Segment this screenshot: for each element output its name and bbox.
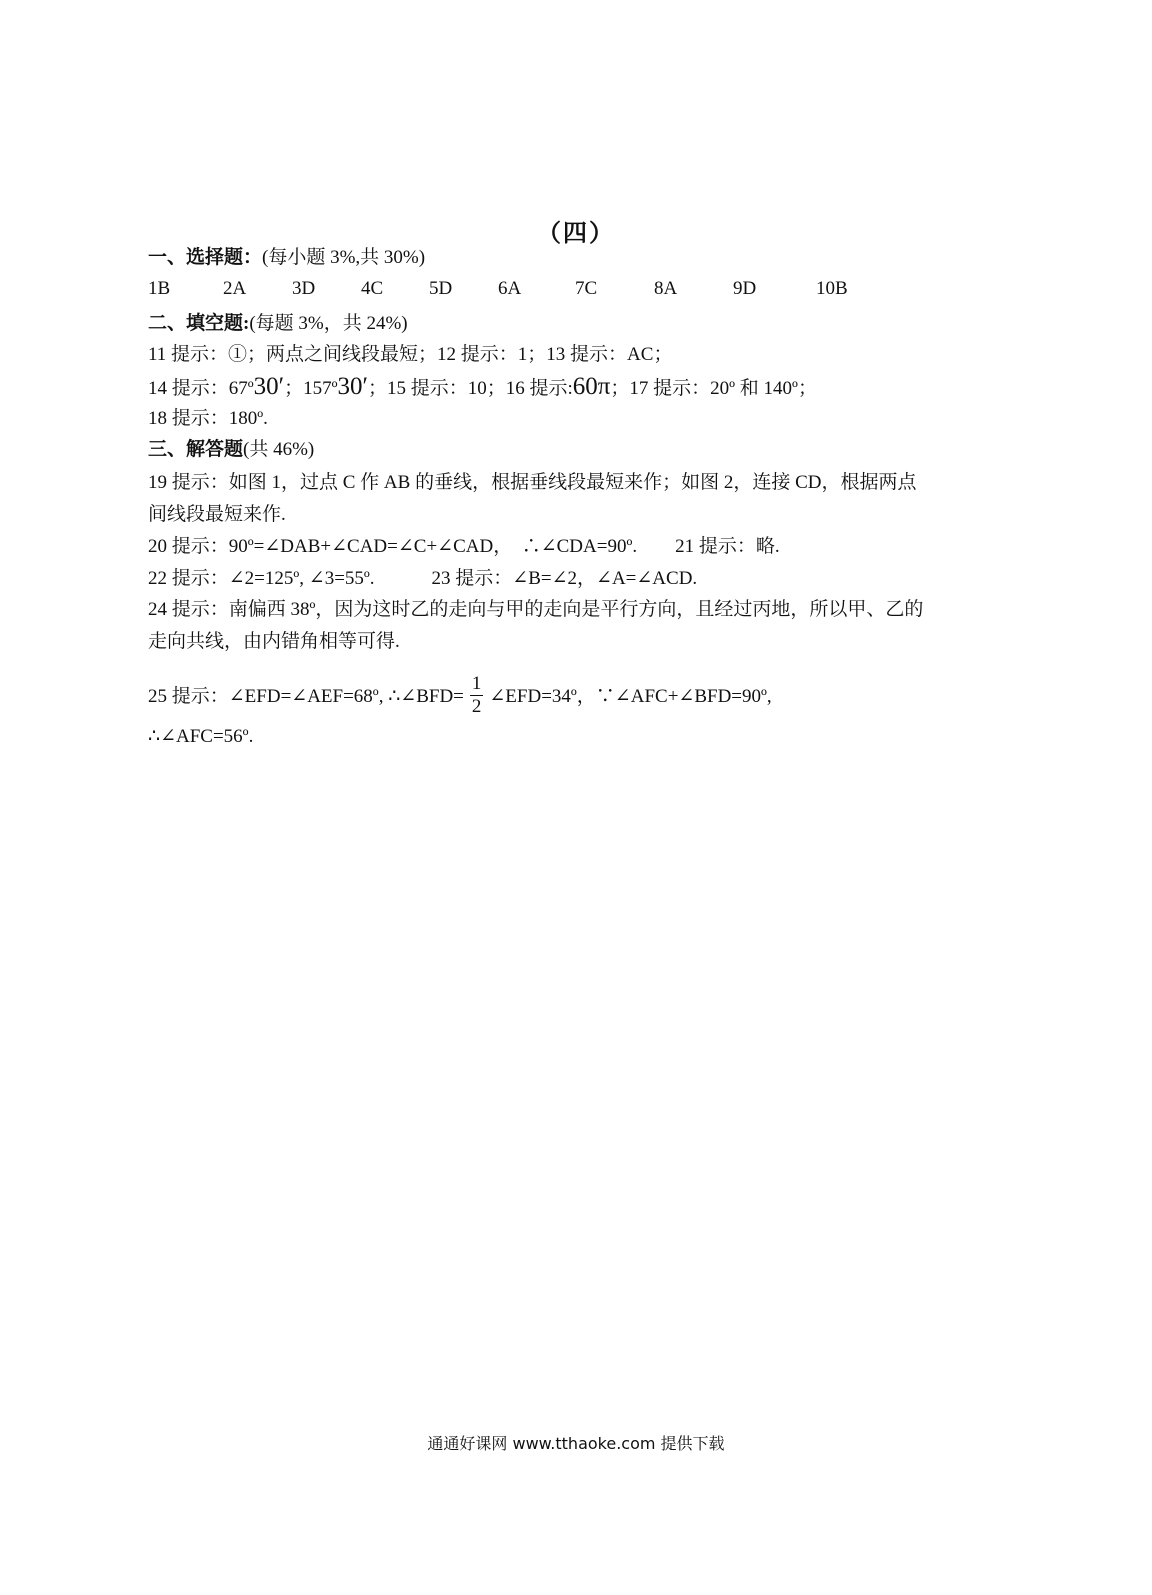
answer-25-text: ∠EFD=34º，∵∠AFC+∠BFD=90º,: [489, 685, 772, 707]
answer-15-16-text: ；15 提示：10；16 提示:: [368, 378, 573, 399]
footer-credit: 通通好课网 www.tthaoke.com 提供下载: [427, 1434, 725, 1453]
answer-19-line-1: 19 提示：如图 1，过点 C 作 AB 的垂线，根据垂线段最短来作；如图 2，连接 CD，根据两点: [148, 472, 917, 493]
answer-24-line-2: 走向共线，由内错角相等可得.: [148, 631, 400, 652]
fraction-one-half: [470, 673, 484, 718]
answer-25-text: 25 提示：∠EFD=∠AEF=68º, ∴∠BFD=: [148, 685, 464, 707]
choice-answer: 10B: [816, 278, 848, 299]
fraction-denominator: 2: [471, 696, 482, 717]
answer-14-minutes: 30′: [337, 373, 368, 400]
choice-answer: 3D: [292, 278, 316, 299]
answer-line-11: 11 提示：①；两点之间线段最短；12 提示：1；13 提示：AC；: [148, 344, 673, 365]
answer-line-25: [148, 675, 1028, 720]
answer-19-line-2: 间线段最短来作.: [148, 504, 286, 525]
choice-answer: 6A: [498, 278, 522, 299]
section-3-title: 三、解答题: [148, 439, 244, 460]
choice-answer: 1B: [148, 278, 171, 299]
choice-answer: 7C: [575, 278, 598, 299]
answer-17-text: ；17 提示：20º 和 140º；: [610, 378, 817, 399]
section-2-title: 二、填空题:: [148, 313, 250, 334]
answer-25-line-2: ∴∠AFC=56º.: [148, 726, 254, 747]
choice-answer: 9D: [733, 278, 757, 299]
page-title: （四）: [537, 221, 615, 247]
answer-14-text: 14 提示：67º: [148, 378, 254, 399]
section-2-note: (每题 3%，共 24%): [249, 313, 408, 334]
section-3-note: (共 46%): [243, 439, 315, 460]
section-2-heading: [148, 310, 1028, 338]
section-1-note: (每小题 3%,共 30%): [262, 247, 426, 268]
choice-answers: [0, 278, 1152, 308]
section-1-title: 一、选择题：: [148, 247, 263, 268]
choice-answer: 5D: [429, 278, 453, 299]
choice-answer: 2A: [223, 278, 247, 299]
choice-answer: 4C: [361, 278, 384, 299]
answer-line-18: 18 提示：180º.: [148, 408, 268, 429]
answer-16-value: 60π: [572, 373, 611, 400]
answer-24-line-1: 24 提示：南偏西 38º，因为这时乙的走向与甲的走向是平行方向，且经过丙地，所以甲、乙的: [148, 599, 924, 620]
choice-answer: 8A: [654, 278, 678, 299]
answer-line-20-21: 20 提示：90º=∠DAB+∠CAD=∠C+∠CAD， ∴∠CDA=90º. 21 提示：略.: [148, 536, 780, 557]
answer-14-text: ；157º: [284, 378, 338, 399]
answer-14-minutes: 30′: [253, 373, 285, 400]
answer-line-22-23: 22 提示：∠2=125º, ∠3=55º. 23 提示：∠B=∠2，∠A=∠ACD.: [148, 568, 698, 589]
answer-line-14: [148, 373, 1028, 403]
fraction-numerator: 1: [471, 673, 482, 694]
section-1-heading: [148, 244, 1028, 272]
section-3-heading: [148, 436, 1028, 464]
